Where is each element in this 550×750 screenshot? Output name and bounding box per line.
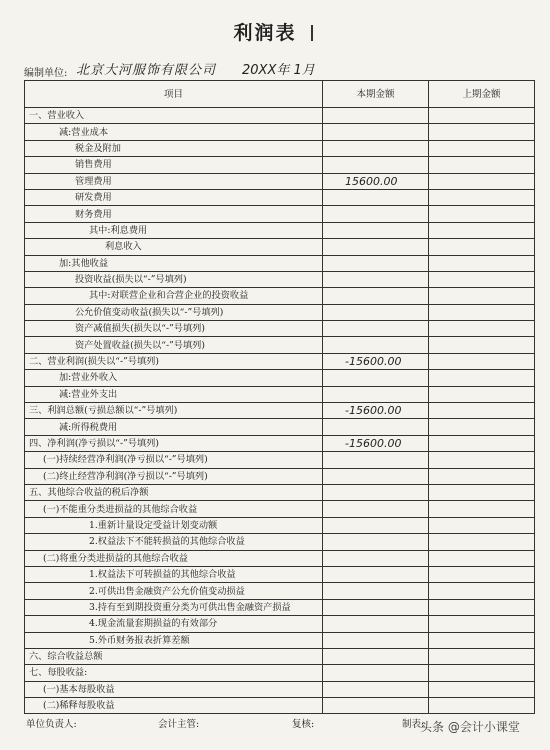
row-current-amount <box>323 419 429 435</box>
table-row <box>25 484 535 500</box>
table-row <box>25 386 535 402</box>
row-current-amount <box>323 616 429 632</box>
table-row <box>25 468 535 484</box>
row-label: 投资收益(损失以“-”号填列) <box>25 271 323 287</box>
row-label: 五、其他综合收益的税后净额 <box>25 484 323 500</box>
row-prior-amount <box>429 255 535 271</box>
row-prior-amount <box>429 337 535 353</box>
row-label: (一)持续经营净利润(净亏损以“-”号填列) <box>25 452 323 468</box>
row-current-amount <box>323 255 429 271</box>
row-current-amount <box>323 206 429 222</box>
row-current-amount <box>323 501 429 517</box>
row-current-amount: -15600.00 <box>323 353 429 369</box>
row-prior-amount <box>429 157 535 173</box>
reviewer-label: 复核: <box>292 719 315 730</box>
column-header-item: 项目 <box>25 81 323 108</box>
row-prior-amount <box>429 452 535 468</box>
row-prior-amount <box>429 353 535 369</box>
table-header-row <box>25 81 535 108</box>
table-row <box>25 304 535 320</box>
company-name: 北京大河服饰有限公司 <box>76 63 217 78</box>
row-label: 税金及附加 <box>25 140 323 156</box>
row-label: (二)稀释每股收益 <box>25 698 323 714</box>
table-row <box>25 566 535 582</box>
row-prior-amount <box>429 599 535 615</box>
income-statement-table <box>24 80 535 714</box>
row-current-amount <box>323 648 429 664</box>
row-current-amount <box>323 632 429 648</box>
row-label: 1.权益法下可转损益的其他综合收益 <box>25 566 323 582</box>
row-current-amount <box>323 583 429 599</box>
period: 20XX年 1月 <box>242 63 315 78</box>
row-label: 一、营业收入 <box>25 108 323 124</box>
row-prior-amount <box>429 534 535 550</box>
row-label: 四、净利润(净亏损以“-”号填列) <box>25 435 323 451</box>
row-prior-amount <box>429 566 535 582</box>
row-label: 三、利润总额(亏损总额以“-”号填列) <box>25 403 323 419</box>
row-prior-amount <box>429 124 535 140</box>
row-current-amount <box>323 288 429 304</box>
column-header-current: 本期金额 <box>323 81 429 108</box>
table-row <box>25 140 535 156</box>
table-row <box>25 665 535 681</box>
table-row <box>25 632 535 648</box>
row-label: (二)终止经营净利润(净亏损以“-”号填列) <box>25 468 323 484</box>
row-label: 研发费用 <box>25 189 323 205</box>
row-label: 二、营业利润(损失以“-”号填列) <box>25 353 323 369</box>
table-row <box>25 452 535 468</box>
row-current-amount <box>323 452 429 468</box>
row-prior-amount <box>429 370 535 386</box>
row-current-amount <box>323 239 429 255</box>
row-prior-amount <box>429 632 535 648</box>
table-row <box>25 648 535 664</box>
row-current-amount <box>323 271 429 287</box>
table-row <box>25 501 535 517</box>
table-row <box>25 239 535 255</box>
table-row <box>25 189 535 205</box>
row-current-amount <box>323 157 429 173</box>
row-label: 七、每股收益: <box>25 665 323 681</box>
table-row <box>25 337 535 353</box>
row-current-amount <box>323 468 429 484</box>
statement-title <box>0 18 550 45</box>
row-label: 六、综合收益总额 <box>25 648 323 664</box>
row-current-amount <box>323 304 429 320</box>
row-current-amount <box>323 108 429 124</box>
row-current-amount <box>323 189 429 205</box>
row-label: 财务费用 <box>25 206 323 222</box>
row-prior-amount <box>429 288 535 304</box>
row-prior-amount <box>429 583 535 599</box>
table-row <box>25 108 535 124</box>
row-prior-amount <box>429 484 535 500</box>
row-prior-amount <box>429 468 535 484</box>
row-label: 4.现金流量套期损益的有效部分 <box>25 616 323 632</box>
row-current-amount <box>323 370 429 386</box>
row-current-amount: -15600.00 <box>323 403 429 419</box>
watermark: 头条 @会计小课堂 <box>420 720 520 734</box>
table-row <box>25 222 535 238</box>
table-row <box>25 616 535 632</box>
row-prior-amount <box>429 435 535 451</box>
row-prior-amount <box>429 517 535 533</box>
table-row <box>25 353 535 369</box>
row-label: 其中:对联营企业和合营企业的投资收益 <box>25 288 323 304</box>
table-row <box>25 255 535 271</box>
row-prior-amount <box>429 616 535 632</box>
row-prior-amount <box>429 419 535 435</box>
row-prior-amount <box>429 189 535 205</box>
table-row <box>25 599 535 615</box>
row-label: 资产减值损失(损失以“-”号填列) <box>25 321 323 337</box>
table-row <box>25 550 535 566</box>
table-row <box>25 157 535 173</box>
row-label: 2.权益法下不能转损益的其他综合收益 <box>25 534 323 550</box>
row-label: 加:营业外收入 <box>25 370 323 386</box>
row-label: 2.可供出售金融资产公允价值变动损益 <box>25 583 323 599</box>
row-current-amount <box>323 534 429 550</box>
row-prior-amount <box>429 403 535 419</box>
table-row <box>25 583 535 599</box>
accounting-head-label: 会计主管: <box>158 719 200 730</box>
row-prior-amount <box>429 321 535 337</box>
title-mark <box>311 25 317 41</box>
row-current-amount <box>323 484 429 500</box>
row-prior-amount <box>429 304 535 320</box>
row-current-amount <box>323 599 429 615</box>
row-label: 其中:利息费用 <box>25 222 323 238</box>
table-row <box>25 124 535 140</box>
row-label: 利息收入 <box>25 239 323 255</box>
row-current-amount <box>323 337 429 353</box>
row-current-amount <box>323 386 429 402</box>
table-row <box>25 321 535 337</box>
column-header-prior: 上期金额 <box>429 81 535 108</box>
row-prior-amount <box>429 665 535 681</box>
row-prior-amount <box>429 271 535 287</box>
row-label: 减:所得税费用 <box>25 419 323 435</box>
row-label: 5.外币财务报表折算差额 <box>25 632 323 648</box>
table-row <box>25 271 535 287</box>
table-row <box>25 288 535 304</box>
row-current-amount: -15600.00 <box>323 435 429 451</box>
unit-head-label: 单位负责人: <box>26 719 77 730</box>
row-prior-amount <box>429 386 535 402</box>
table-row <box>25 419 535 435</box>
row-prior-amount <box>429 140 535 156</box>
row-current-amount: 15600.00 <box>323 173 429 189</box>
row-current-amount <box>323 140 429 156</box>
row-label: (一)不能重分类进损益的其他综合收益 <box>25 501 323 517</box>
row-current-amount <box>323 550 429 566</box>
row-label: (一)基本每股收益 <box>25 681 323 697</box>
table-row <box>25 435 535 451</box>
table-row <box>25 173 535 189</box>
table-row <box>25 370 535 386</box>
row-label: 管理费用 <box>25 173 323 189</box>
row-label: 减:营业成本 <box>25 124 323 140</box>
table-row <box>25 206 535 222</box>
row-label: (二)将重分类进损益的其他综合收益 <box>25 550 323 566</box>
row-prior-amount <box>429 501 535 517</box>
company-label: 编制单位: <box>24 68 68 79</box>
row-label: 3.持有至到期投资重分类为可供出售金融资产损益 <box>25 599 323 615</box>
row-prior-amount <box>429 648 535 664</box>
row-label: 加:其他收益 <box>25 255 323 271</box>
row-prior-amount <box>429 108 535 124</box>
row-current-amount <box>323 681 429 697</box>
row-label: 资产处置收益(损失以“-”号填列) <box>25 337 323 353</box>
row-prior-amount <box>429 206 535 222</box>
table-row <box>25 534 535 550</box>
preparer-label: 制表: <box>402 719 425 730</box>
row-current-amount <box>323 124 429 140</box>
statement-meta <box>24 58 534 80</box>
row-current-amount <box>323 566 429 582</box>
row-prior-amount <box>429 550 535 566</box>
row-prior-amount <box>429 222 535 238</box>
row-current-amount <box>323 665 429 681</box>
table-row <box>25 681 535 697</box>
row-prior-amount <box>429 239 535 255</box>
row-label: 公允价值变动收益(损失以“-”号填列) <box>25 304 323 320</box>
row-current-amount <box>323 517 429 533</box>
row-label: 1.重新计量设定受益计划变动额 <box>25 517 323 533</box>
row-current-amount <box>323 222 429 238</box>
statement-title-text: 利润表 <box>233 22 297 44</box>
table-row <box>25 403 535 419</box>
row-current-amount <box>323 321 429 337</box>
row-label: 销售费用 <box>25 157 323 173</box>
row-label: 减:营业外支出 <box>25 386 323 402</box>
table-row <box>25 517 535 533</box>
row-prior-amount <box>429 173 535 189</box>
row-prior-amount <box>429 681 535 697</box>
